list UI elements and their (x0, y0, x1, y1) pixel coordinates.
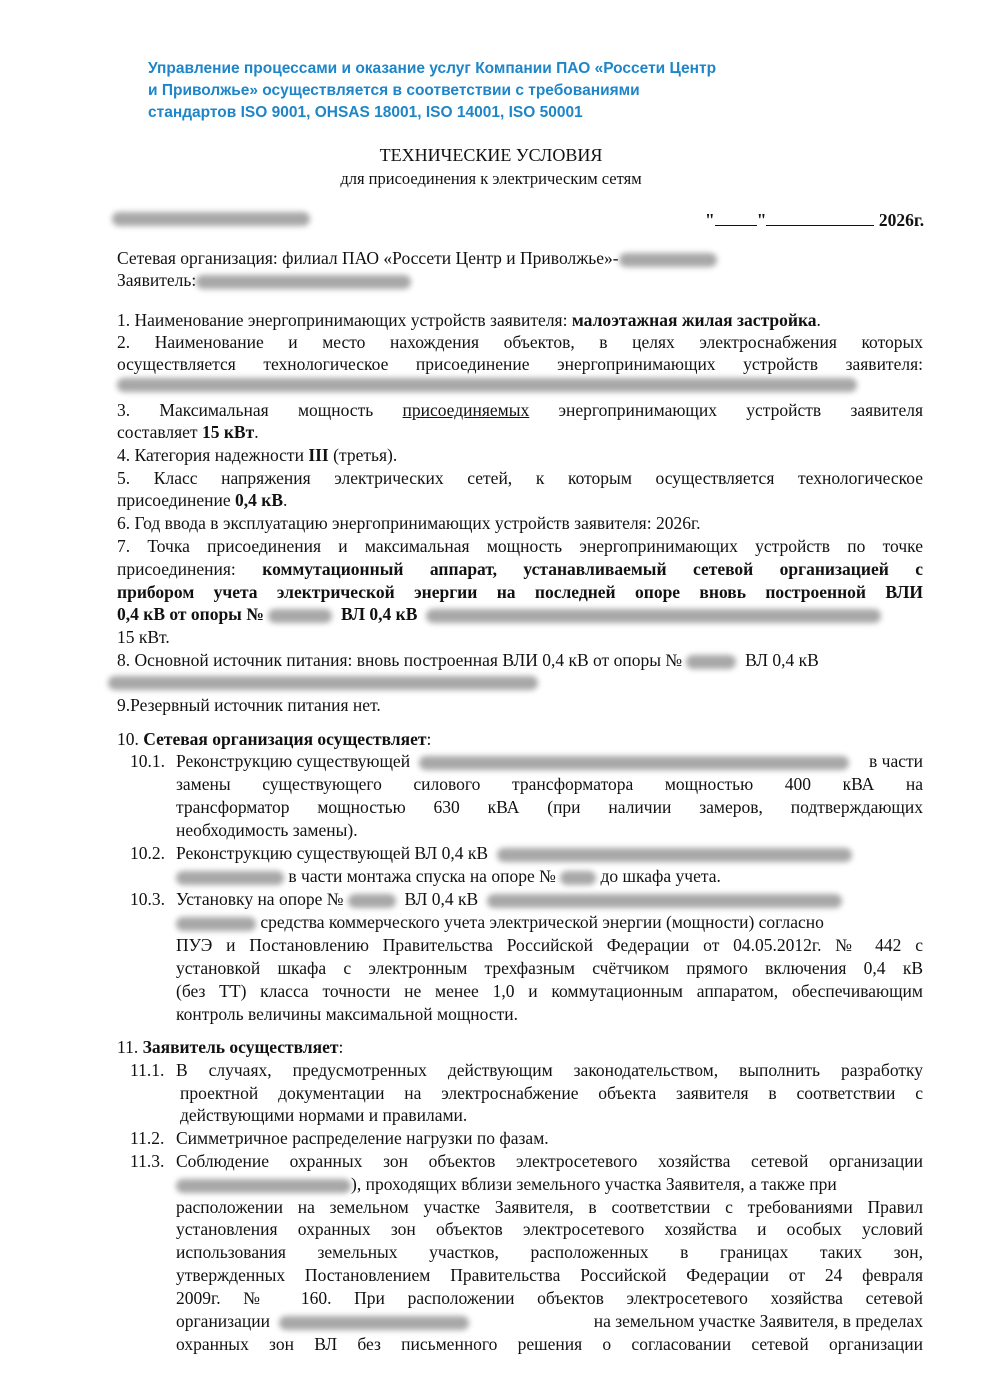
item-11-3-line-1: Соблюдение охранных зон объектов электросетевого хозяйства сетевой организации (176, 1151, 923, 1171)
applicant-line (117, 269, 923, 291)
item-7-line-4 (117, 603, 923, 625)
item-3-text: 3. Максимальная мощность (117, 400, 403, 420)
item-7-line-3: прибором учета электрической энергии на последней опоре вновь построенной ВЛИ (117, 582, 923, 602)
item-8-text: 8. Основной источник питания: вновь построенная ВЛИ 0,4 кВ от опоры № (117, 650, 683, 670)
redacted-pole-number-2 (686, 655, 736, 669)
redacted-substation (419, 756, 849, 770)
item-10-title: Сетевая организация осуществляет (143, 729, 427, 749)
item-2-line-1: 2. Наименование и место нахождения объектов, в целях электроснабжения которых (117, 332, 923, 352)
item-10-colon: : (426, 729, 432, 749)
voltage-class-value: 0,4 кВ (235, 490, 284, 510)
item-1 (117, 309, 923, 331)
item-10-1-line-3: трансформатор мощностью 630 кВА (при наличии замеров, подтверждающих (176, 797, 923, 817)
item-5-line-2-text: присоединение (117, 490, 236, 510)
item-10-3-text: Установку на опоре № (176, 889, 344, 909)
item-4-end: (третья). (328, 445, 398, 465)
redacted-vl-name-2-cont (176, 917, 256, 931)
item-10-2-line-1 (176, 842, 923, 864)
item-10-1-text: Реконструкцию существующей (176, 751, 411, 771)
item-5-line-2 (117, 489, 923, 511)
item-1-end: . (816, 310, 821, 330)
redacted-pole-number-3 (560, 871, 596, 885)
redacted-pole-number (268, 609, 332, 623)
item-11-2-line-1: Симметричное распределение нагрузки по фазам. (176, 1128, 549, 1148)
item-11-1-line-1: В случаях, предусмотренных действующим законодательством, выполнить разработку (176, 1060, 923, 1080)
item-4 (117, 444, 923, 466)
item-10-2-number: 10.2. (130, 843, 165, 863)
date-year: 2026г. (878, 210, 925, 230)
item-5-end: . (283, 490, 288, 510)
item-1-value: малоэтажная жилая застройка (571, 310, 817, 330)
item-10-1-line-4: необходимость замены). (176, 820, 358, 840)
item-10-3-vl: ВЛ 0,4 кВ (404, 889, 479, 909)
item-7-line-2-bold: коммутационный аппарат, устанавливаемый сетевой организацией с (262, 559, 923, 579)
item-10-heading (117, 728, 923, 750)
item-10-3-line-3: ПУЭ и Постановлению Правительства Российской Федерации от 04.05.2012г. № 442 с (176, 935, 923, 955)
item-11-1-number: 11.1. (130, 1060, 165, 1080)
item-10-number: 10. (117, 729, 144, 749)
item-11-3-line-8-text: организации (176, 1311, 270, 1331)
item-10-3-line-6: контроль величины максимальной мощности. (176, 1004, 519, 1024)
redacted-source-line (108, 676, 538, 690)
applicant-label: Заявитель: (117, 270, 197, 290)
item-10-2-line-2 (176, 865, 923, 887)
item-3-underlined: присоединяемых (402, 400, 530, 420)
max-power-value: 15 кВт (201, 422, 255, 442)
item-11-3-line-2-text: ), проходящих вблизи земельного участка Заявителя, а также при (351, 1174, 837, 1194)
item-10-3-line-2-text: средства коммерческого учета электрической энергии (мощности) согласно (260, 912, 824, 932)
item-11-3-line-9: охранных зон ВЛ без письменного решения о согласовании сетевой организации (176, 1334, 923, 1354)
network-organization-line (117, 247, 923, 269)
date-quote-open: " (705, 210, 715, 230)
item-11-3-line-7: 2009г. № 160. При расположении объектов электросетевого хозяйства сетевой (176, 1288, 923, 1308)
item-8 (117, 649, 923, 671)
document-date (705, 209, 923, 231)
redacted-org-name-2 (279, 1316, 469, 1330)
item-2-line-2: осуществляется технологическое присоединение энергопринимающих устройств заявителя: (117, 354, 923, 374)
item-3-line-1 (117, 399, 923, 421)
item-11-3-line-3: расположении на земельном участке Заявителя, в соответствии с требованиями Правил (176, 1197, 923, 1217)
item-10-3-line-4: установкой шкафа с электронным трехфазным счётчиком прямого включения 0,4 кВ (176, 958, 923, 978)
item-10-1-number: 10.1. (130, 751, 165, 771)
item-11-3-line-8-end: на земельном участке Заявителя, в пределах (593, 1311, 923, 1331)
iso-line-1: Управление процессами и оказание услуг Компании ПАО «Россети Центр (148, 60, 717, 77)
item-10-1-text-end: в части (869, 751, 923, 771)
item-8-vl: ВЛ 0,4 кВ (745, 650, 819, 670)
item-11-heading (117, 1036, 923, 1058)
iso-certification-header (148, 58, 788, 124)
document-title: ТЕХНИЧЕСКИЕ УСЛОВИЯ (379, 145, 603, 165)
item-11-number: 11. (117, 1037, 143, 1057)
item-11-3-line-5: использования земельных участков, расположенных в границах таких зон, (176, 1242, 923, 1262)
item-11-3-line-4: установления охранных зон объектов электросетевого хозяйства и особых условий (176, 1219, 923, 1239)
item-11-3-line-8 (176, 1310, 923, 1332)
item-3-text-end: энергопринимающих устройств заявителя (529, 400, 923, 420)
item-1-text: 1. Наименование энергопринимающих устройств заявителя: (117, 310, 572, 330)
item-11-2-number: 11.2. (130, 1128, 165, 1148)
item-3-line-2 (117, 421, 923, 443)
item-10-3-line-5: (без ТТ) класса точности не менее 1,0 и коммутационным аппаратом, обеспечивающим (176, 981, 923, 1001)
item-10-2-text: Реконструкцию существующей ВЛ 0,4 кВ (176, 843, 489, 863)
redacted-line-name (426, 609, 881, 623)
item-7-line-2 (117, 558, 923, 580)
item-7-line-4-vl: ВЛ 0,4 кВ (340, 604, 418, 624)
item-11-1-line-2: проектной документации на электроснабжение объекта заявителя в соответствии с (180, 1083, 923, 1103)
item-11-1-line-3: действующими нормами и правилами. (180, 1105, 468, 1125)
redacted-document-number (112, 212, 310, 226)
redacted-vl-name-2 (487, 894, 842, 908)
item-3-line-2-text: составляет (117, 422, 202, 442)
redacted-vl-name (497, 848, 852, 862)
item-4-text: 4. Категория надежности (117, 445, 309, 465)
redacted-object-location (117, 378, 857, 392)
redacted-pole-number-4 (348, 894, 396, 908)
item-6: 6. Год ввода в эксплуатацию энергопринимающих устройств заявителя: 2026г. (117, 513, 701, 533)
item-7-line-2-text: присоединения: (117, 559, 263, 579)
document-subtitle: для присоединения к электрическим сетям (340, 169, 642, 188)
item-3-line-2-end: . (254, 422, 259, 442)
item-10-2-text-mid: в части монтажа спуска на опоре № (288, 866, 556, 886)
item-10-2-text-end: до шкафа учета. (600, 866, 721, 886)
redacted-org-name (176, 1179, 351, 1193)
item-11-3-number: 11.3. (130, 1151, 165, 1171)
item-7-line-1: 7. Точка присоединения и максимальная мощность энергопринимающих устройств по точке (117, 536, 923, 556)
item-7-line-4-text: 0,4 кВ от опоры № (117, 604, 264, 624)
item-11-colon: : (338, 1037, 344, 1057)
network-organization-label: Сетевая организация: филиал ПАО «Россети Центр и Приволжье»- (117, 248, 619, 268)
date-month-blank (766, 209, 874, 226)
item-10-3-line-1 (176, 888, 923, 910)
item-11-3-line-6: утвержденных Постановлением Правительства Российской Федерации от 24 февраля (176, 1265, 923, 1285)
item-10-3-line-2 (176, 911, 923, 933)
date-quote-close: " (756, 210, 767, 230)
redacted-branch-name (619, 253, 717, 267)
item-11-3-line-2 (176, 1173, 923, 1195)
iso-line-3: стандартов ISO 9001, OHSAS 18001, ISO 14001, ISO 50001 (148, 104, 583, 121)
item-10-1-line-1 (176, 750, 923, 772)
item-7-line-5: 15 кВт. (117, 627, 170, 647)
item-11-title: Заявитель осуществляет (142, 1037, 339, 1057)
item-5-line-1: 5. Класс напряжения электрических сетей, к которым осуществляется технологическое (117, 468, 923, 488)
iso-line-2: и Приволжье» осуществляется в соответствии с требованиями (148, 82, 640, 99)
reliability-category: III (308, 445, 329, 465)
redacted-applicant-name (196, 275, 411, 289)
item-10-3-number: 10.3. (130, 889, 165, 909)
redacted-vl-name-cont (176, 871, 284, 885)
date-day-blank (715, 209, 757, 226)
item-10-1-line-2: замены существующего силового трансформатора мощностью 400 кВА на (176, 774, 923, 794)
item-9: 9.Резервный источник питания нет. (117, 695, 381, 715)
